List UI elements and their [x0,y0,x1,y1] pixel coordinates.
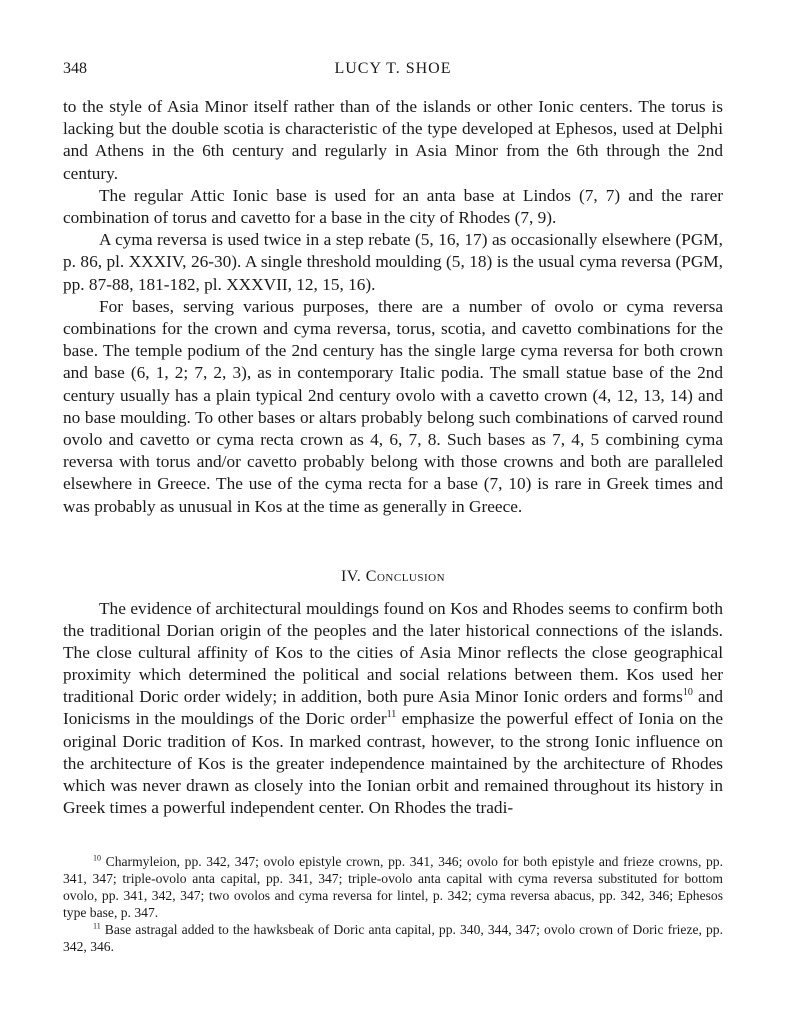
footnote-10 [63,853,723,921]
paragraph-1: to the style of Asia Minor itself rather than of the islands or other Ionic centers. The torus is lacking but the double scotia is characteristic of the type developed at Ephesos, used at Delphi and Athens in the 6th century and regularly in Asia Minor from the 6th through the 2nd century. [63,97,723,183]
section-heading [63,568,723,586]
footnote-text: Base astragal added to the hawksbeak of Doric anta capital, pp. 340, 344, 347; ovolo crown of Doric frieze, pp. 342, 346. [63,922,723,954]
paragraph-4: For bases, serving various purposes, there are a number of ovolo or cyma reversa combinations for the crown and cyma reversa, torus, scotia, and cavetto combinations for the base. The temple podium of the 2nd century has the single large cyma reversa for both crown and base (6, 1, 2; 7, 2, 3), as in contemporary Italic podia. The small statue base of the 2nd century usually has a plain typical 2nd century ovolo with a cavetto crown (4, 12, 13, 14) and no base moulding. To other bases or altars probably belong such combinations of carved round ovolo and cavetto or cyma recta crown as 4, 6, 7, 8. Such bases as 7, 4, 5 combining cyma reversa with torus and/or cavetto probably belong with those crowns and both are paralleled elsewhere in Greece. The use of the cyma recta for a base (7, 10) is rare in Greek times and was probably as unusual in Kos at the time as generally in Greece. [63,296,723,516]
footnote-ref-11[interactable]: 11 [386,709,397,721]
section-numeral: IV. [340,568,362,585]
running-head: LUCY T. SHOE [334,60,452,77]
body-text [63,96,723,518]
conclusion-text-a: The evidence of architectural mouldings found on Kos and Rhodes seems to confirm both the traditional Dorian origin of the peoples and the later historical connections of the islands. The close cultural affinity of Kos to the cities of Asia Minor reflects the close geographical proximity which determined the political and social relations between them. Kos used her traditional Doric order widely; in addition, both pure Asia Minor Ionic orders and forms [63,599,723,707]
page-header [63,60,723,84]
conclusion-paragraph [63,598,723,819]
conclusion-text-c: emphasize the powerful effect of Ionia on the original Doric tradition of Kos. In marked contrast, however, to the strong Ionic influence on the architecture of Kos is the greater independence maintained by the architecture of Rhodes which was never drawn as closely into the Ionian orbit and remained throughout its history in Greek times a powerful independent center. On Rhodes the tradi- [63,709,723,817]
footnotes [63,853,723,955]
conclusion-text [63,598,723,819]
footnote-11 [63,921,723,955]
section-title: Conclusion [365,568,446,585]
paragraph-3: A cyma reversa is used twice in a step rebate (5, 16, 17) as occasionally elsewhere (PGM, p. 86, pl. XXXIV, 26-30). A single threshold moulding (5, 18) is the usual cyma reversa (PGM, pp. 87-88, 181-182, pl. XXXVII, 12, 15, 16). [63,230,723,294]
footnote-number: 10 [93,853,101,863]
conclusion-text-b: and Ionicisms in the mouldings of the Doric order [63,687,723,729]
footnote-text: Charmyleion, pp. 342, 347; ovolo epistyle crown, pp. 341, 346; ovolo for both epistyle and frieze crowns, pp. 341, 347; triple-ovolo anta capital, pp. 341, 347; triple-ovolo anta capital with cyma reversa substituted for bottom ovolo, pp. 341, 342, 347; two ovolos and cyma reversa for lintel, p. 342; cyma reversa abacus, pp. 342, 346; Ephesos type base, p. 347. [63,854,723,920]
page-number: 348 [63,60,87,77]
footnote-ref-10[interactable]: 10 [682,687,693,699]
paragraph-2: The regular Attic Ionic base is used for an anta base at Lindos (7, 7) and the rarer combination of torus and cavetto for a base in the city of Rhodes (7, 9). [63,185,723,228]
footnote-number: 11 [93,921,101,931]
